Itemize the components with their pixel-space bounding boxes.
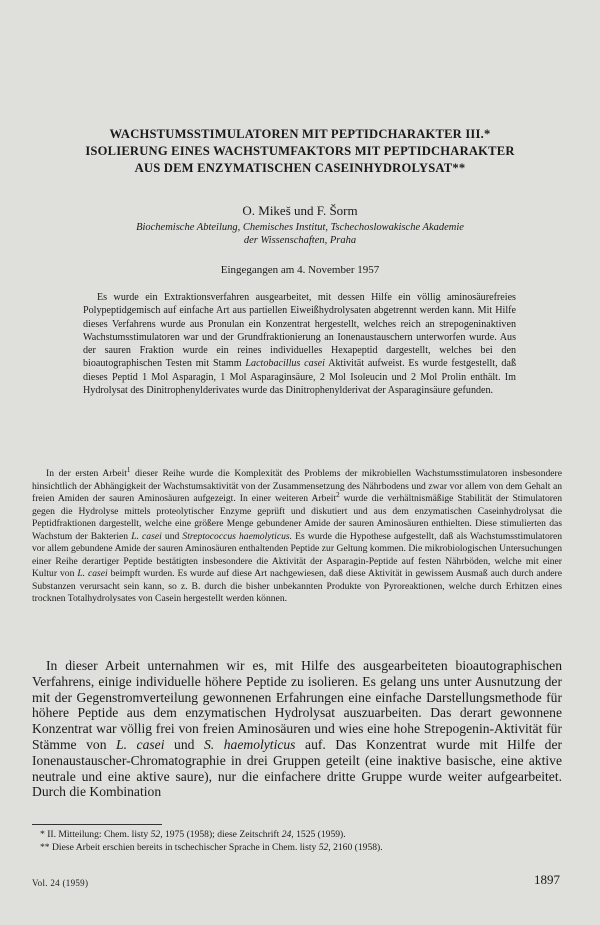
main-text-segment: und (164, 736, 204, 752)
volume-info: Vol. 24 (1959) (32, 878, 89, 888)
footnote-mark: ** (40, 842, 50, 853)
main-text-segment: auf. Das Konzentrat wurde mit Hilfe der Ionenaustauscher-Chromatographie in drei Gruppen geteilt (eine inaktive basische, eine aktive neutrale und eine aktive saure), nur die einfachere dritte Gruppe wurde weiter aufgearbeitet. Durch die Kombination (32, 736, 563, 800)
reference-2: 2 (336, 490, 340, 499)
footnote-1 (40, 828, 560, 841)
footnote-text: II. Mitteilung: Chem. listy (47, 829, 151, 840)
affiliation-line-1: Biochemische Abteilung, Chemisches Institut, Tschechoslowakische Akademie (136, 222, 464, 233)
intro-text: In der ersten Arbeit (46, 468, 127, 479)
abstract-organism: Lactobacillus casei (245, 358, 325, 370)
article-title (22, 126, 578, 177)
abstract-text-1: Es wurde ein Extraktionsverfahren ausgearbeitet, mit dessen Hilfe ein völlig aminosäurefreies Polypeptidgemisch auf einfache Art aus partiellen Eiweißhydrolysaten abgetrennt werden kann. Mit Hilfe dieses Verfahrens wurde aus Pronulan ein Konzentrat hergestellt, welches reich an strepogeninaktiven Wachstumsstimulatoren war und der Grundfraktionierung an Ionenaustauschern unterworfen wurde. Aus der sauren Fraktion wurde ein reines individuelles Hexapeptid dargestellt, welches bei den bioautographischen Testen mit Stamm (83, 292, 516, 370)
title-line-3: AUS DEM ENZYMATISCHEN CASEINHYDROLYSAT** (134, 161, 466, 175)
abstract (83, 291, 516, 397)
footnote-2 (40, 841, 560, 854)
species-name: S. haemolyticus (204, 736, 296, 752)
abstract-text-2: Aktivität aufweist. Es wurde festgestellt, daß dieses Peptid 1 Mol Asparagin, 1 Mol Asparaginsäure, 2 Mol Isoleucin und 2 Mol Prolin enthält. Im Hydrolysat des Dinitrophenylderivates wurde das Dinitrophenylderivat der Asparaginsäure gefunden. (83, 358, 517, 397)
intro-paragraph (32, 465, 563, 606)
species-name: L. casei (116, 736, 165, 752)
footnote-mark: * (40, 829, 45, 840)
introduction (32, 465, 563, 606)
volume-number: 52 (150, 829, 161, 840)
footnote-divider (32, 824, 162, 825)
intro-text: wurde die verhältnismäßige Stabilität der Stimulatoren gegen die Hydrolyse mittels proteolytischer Enzyme geprüft und diskutiert und aus dem enzymatischen Caseinhydrolysat die Peptidfraktionen dargestellt, welche eine größere Menge gebundener Amide der sauren Aminosäuren enthielten. Diese stimulierten das Wachstum der Bakterien (32, 493, 563, 542)
main-paragraph (32, 658, 562, 800)
affiliation-line-2: der Wissenschaften, Praha (243, 235, 357, 246)
affiliation (0, 221, 600, 247)
reference-1: 1 (126, 465, 131, 474)
page-number: 1897 (534, 872, 560, 887)
title-line-2: ISOLIERUNG EINES WACHSTUMFAKTORS MIT PEPTIDCHARAKTER (85, 144, 515, 158)
authors: O. Mikeš und F. Šorm (242, 203, 358, 218)
footnotes (40, 828, 560, 854)
footnote-text: , 2160 (1958). (328, 842, 383, 853)
main-text (32, 658, 562, 800)
species-name: Streptococcus haemolyticus. (182, 530, 293, 542)
received-date: Eingegangen am 4. November 1957 (220, 264, 380, 276)
footnote-text: Diese Arbeit erschien bereits in tschechischer Sprache in Chem. listy (52, 842, 319, 853)
intro-text: dieser Reihe wurde die Komplexität des Problems der mikrobiellen Wachstumsstimulatoren insbesondere hinsichtlich der Abhängigkeit der Wachstumsaktivität von der Zusammensetzung des Nährbodens und zwar vor allem von dem Gehalt an freien Amiden der sauren Aminosäuren aufgezeigt. In einer weiteren Arbeit (32, 468, 562, 504)
intro-text: und (161, 530, 183, 542)
species-name: L. casei (131, 530, 162, 542)
main-text-segment: In dieser Arbeit unternahmen wir es, mit Hilfe des ausgearbeiteten bioautographischen Verfahrens, einige individuelle höhere Peptide zu isolieren. Es gelang uns unter Ausnutzung der mit der Gegenstromverteilung gewonnenen Erfahrungen eine einfache Darstellungsmethode für höhere Peptide aus dem enzymatischen Hydrolysat auszuarbeiten. Das derart gewonnene Konzentrat war völlig frei von freien Aminosäuren und wies eine hohe Strepogenin-Aktivität für Stämme von (32, 658, 562, 752)
intro-text: Es wurde die Hypothese aufgestellt, daß als Wachstumsstimulatoren vor allem gebundene Amide der sauren Aminosäuren enthaltenden Peptide zur Geltung kommen. Die mikrobiologischen Untersuchungen einer Reihe derartiger Peptide bestätigten insbesondere die Aktivität der Asparagin-Peptide auf festen Nährböden, welche mit einer Kultur von (32, 530, 562, 579)
footnote-text: , 1525 (1959). (291, 829, 346, 840)
species-name: L. casei (77, 568, 108, 579)
volume-number: 24 (281, 829, 292, 840)
title-line-1: WACHSTUMSSTIMULATOREN MIT PEPTIDCHARAKTER III.* (109, 127, 491, 141)
intro-text: beimpft wurden. Es wurde auf diese Art nachgewiesen, daß diese Aktivität in gewissem Ausmaß auch durch andere Substanzen verursacht sein kann, so z. B. durch die bisher unbekannten Produkte von Pyroreaktionen, welche durch Erhitzen eines trocknen Totalhydrolysates von Casein hergestellt werden können. (32, 568, 562, 604)
abstract-paragraph (83, 291, 516, 397)
footnote-text: , 1975 (1958); diese Zeitschrift (160, 829, 282, 840)
volume-number: 52 (318, 842, 329, 853)
